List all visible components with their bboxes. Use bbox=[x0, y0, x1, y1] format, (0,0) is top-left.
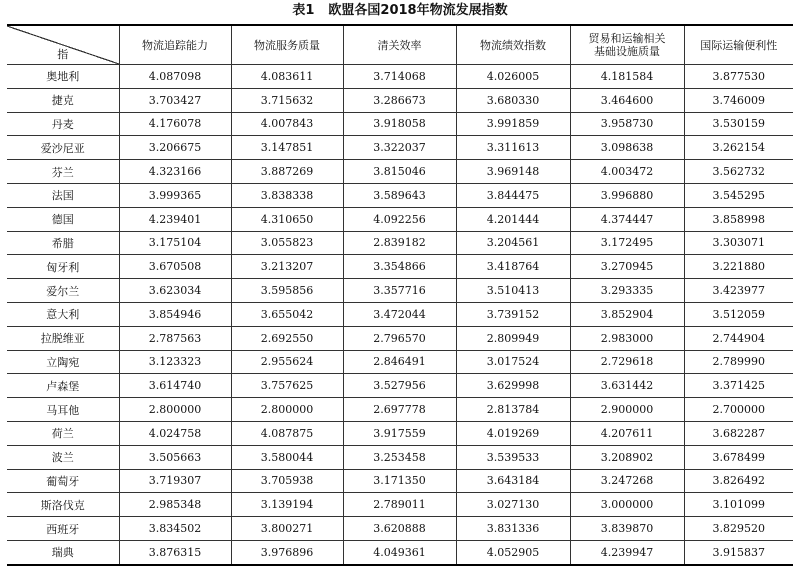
index-value-cell: 3.147851 bbox=[231, 136, 343, 160]
index-value-cell: 3.876315 bbox=[119, 540, 231, 564]
index-value-cell: 2.839182 bbox=[343, 231, 456, 255]
index-value-cell: 4.374447 bbox=[570, 207, 684, 231]
index-value-cell: 2.787563 bbox=[119, 326, 231, 350]
index-value-cell: 4.052905 bbox=[456, 540, 570, 564]
index-value-cell: 3.996880 bbox=[570, 183, 684, 207]
table-row bbox=[7, 207, 793, 231]
index-value-cell: 3.000000 bbox=[570, 493, 684, 517]
table-row bbox=[7, 160, 793, 184]
index-value-cell: 3.918058 bbox=[343, 112, 456, 136]
index-value-cell: 3.221880 bbox=[684, 255, 793, 279]
table-row bbox=[7, 374, 793, 398]
index-value-cell: 2.692550 bbox=[231, 326, 343, 350]
table-body bbox=[7, 65, 793, 565]
index-value-cell: 3.595856 bbox=[231, 279, 343, 303]
table-row bbox=[7, 255, 793, 279]
index-value-cell: 3.423977 bbox=[684, 279, 793, 303]
country-name: 马耳他 bbox=[7, 398, 119, 422]
index-value-cell: 2.800000 bbox=[231, 398, 343, 422]
index-value-cell: 4.323166 bbox=[119, 160, 231, 184]
index-value-cell: 2.697778 bbox=[343, 398, 456, 422]
country-name: 立陶宛 bbox=[7, 350, 119, 374]
country-name: 荷兰 bbox=[7, 421, 119, 445]
table-row bbox=[7, 421, 793, 445]
index-value-cell: 3.208902 bbox=[570, 445, 684, 469]
index-value-cell: 3.852904 bbox=[570, 302, 684, 326]
table-row bbox=[7, 112, 793, 136]
index-value-cell: 2.900000 bbox=[570, 398, 684, 422]
index-value-cell: 3.580044 bbox=[231, 445, 343, 469]
table-row bbox=[7, 302, 793, 326]
index-value-cell: 4.003472 bbox=[570, 160, 684, 184]
index-value-cell: 3.655042 bbox=[231, 302, 343, 326]
index-value-cell: 3.418764 bbox=[456, 255, 570, 279]
index-value-cell: 3.839870 bbox=[570, 517, 684, 541]
index-value-cell: 3.286673 bbox=[343, 88, 456, 112]
index-value-cell: 3.746009 bbox=[684, 88, 793, 112]
country-name: 德国 bbox=[7, 207, 119, 231]
index-value-cell: 2.744904 bbox=[684, 326, 793, 350]
table-row bbox=[7, 136, 793, 160]
country-name: 爱尔兰 bbox=[7, 279, 119, 303]
table-row bbox=[7, 350, 793, 374]
table-row bbox=[7, 231, 793, 255]
index-value-cell: 3.171350 bbox=[343, 469, 456, 493]
corner-header bbox=[7, 25, 119, 65]
index-value-cell: 3.739152 bbox=[456, 302, 570, 326]
country-name: 芬兰 bbox=[7, 160, 119, 184]
corner-label: 指 bbox=[57, 48, 69, 61]
index-value-cell: 2.955624 bbox=[231, 350, 343, 374]
index-value-cell: 3.098638 bbox=[570, 136, 684, 160]
table-title: 欧盟各国2018年物流发展指数 bbox=[328, 3, 508, 18]
index-value-cell: 4.181584 bbox=[570, 65, 684, 89]
logistics-index-table bbox=[7, 24, 793, 566]
column-header: 物流服务质量 bbox=[231, 25, 343, 65]
country-name: 希腊 bbox=[7, 231, 119, 255]
column-header: 清关效率 bbox=[343, 25, 456, 65]
table-caption bbox=[0, 3, 800, 19]
country-name: 卢森堡 bbox=[7, 374, 119, 398]
index-value-cell: 3.623034 bbox=[119, 279, 231, 303]
index-value-cell: 3.510413 bbox=[456, 279, 570, 303]
index-value-cell: 4.310650 bbox=[231, 207, 343, 231]
index-value-cell: 3.854946 bbox=[119, 302, 231, 326]
index-value-cell: 4.026005 bbox=[456, 65, 570, 89]
country-name: 西班牙 bbox=[7, 517, 119, 541]
index-value-cell: 3.562732 bbox=[684, 160, 793, 184]
index-value-cell: 4.201444 bbox=[456, 207, 570, 231]
table-row bbox=[7, 326, 793, 350]
country-name: 丹麦 bbox=[7, 112, 119, 136]
table-number: 表1 bbox=[292, 3, 315, 18]
index-value-cell: 3.293335 bbox=[570, 279, 684, 303]
country-name: 爱沙尼亚 bbox=[7, 136, 119, 160]
index-value-cell: 3.270945 bbox=[570, 255, 684, 279]
index-value-cell: 3.831336 bbox=[456, 517, 570, 541]
index-value-cell: 3.620888 bbox=[343, 517, 456, 541]
country-name: 匈牙利 bbox=[7, 255, 119, 279]
index-value-cell: 3.631442 bbox=[570, 374, 684, 398]
country-name: 捷克 bbox=[7, 88, 119, 112]
index-value-cell: 3.976896 bbox=[231, 540, 343, 564]
index-value-cell: 2.800000 bbox=[119, 398, 231, 422]
index-value-cell: 3.829520 bbox=[684, 517, 793, 541]
index-value-cell: 3.887269 bbox=[231, 160, 343, 184]
index-value-cell: 3.917559 bbox=[343, 421, 456, 445]
column-header: 国际运输便利性 bbox=[684, 25, 793, 65]
country-name: 奥地利 bbox=[7, 65, 119, 89]
index-value-cell: 2.813784 bbox=[456, 398, 570, 422]
index-value-cell: 4.239947 bbox=[570, 540, 684, 564]
index-value-cell: 3.175104 bbox=[119, 231, 231, 255]
index-value-cell: 3.757625 bbox=[231, 374, 343, 398]
index-value-cell: 3.464600 bbox=[570, 88, 684, 112]
table-row bbox=[7, 493, 793, 517]
index-value-cell: 4.087875 bbox=[231, 421, 343, 445]
index-value-cell: 2.729618 bbox=[570, 350, 684, 374]
index-value-cell: 2.796570 bbox=[343, 326, 456, 350]
country-name: 斯洛伐克 bbox=[7, 493, 119, 517]
table-row bbox=[7, 445, 793, 469]
index-value-cell: 3.719307 bbox=[119, 469, 231, 493]
column-header: 物流绩效指数 bbox=[456, 25, 570, 65]
index-value-cell: 3.527956 bbox=[343, 374, 456, 398]
table-row bbox=[7, 65, 793, 89]
index-value-cell: 4.019269 bbox=[456, 421, 570, 445]
index-value-cell: 3.678499 bbox=[684, 445, 793, 469]
index-value-cell: 4.024758 bbox=[119, 421, 231, 445]
country-name: 瑞典 bbox=[7, 540, 119, 564]
index-value-cell: 3.357716 bbox=[343, 279, 456, 303]
column-header: 贸易和运输相关 基础设施质量 bbox=[570, 25, 684, 65]
index-value-cell: 2.809949 bbox=[456, 326, 570, 350]
index-value-cell: 3.800271 bbox=[231, 517, 343, 541]
index-value-cell: 3.204561 bbox=[456, 231, 570, 255]
table-row bbox=[7, 540, 793, 564]
index-value-cell: 3.969148 bbox=[456, 160, 570, 184]
country-name: 法国 bbox=[7, 183, 119, 207]
index-value-cell: 3.834502 bbox=[119, 517, 231, 541]
index-value-cell: 3.206675 bbox=[119, 136, 231, 160]
index-value-cell: 3.999365 bbox=[119, 183, 231, 207]
table-row bbox=[7, 183, 793, 207]
index-value-cell: 4.049361 bbox=[343, 540, 456, 564]
index-value-cell: 3.055823 bbox=[231, 231, 343, 255]
index-value-cell: 3.826492 bbox=[684, 469, 793, 493]
index-value-cell: 4.176078 bbox=[119, 112, 231, 136]
table-row bbox=[7, 398, 793, 422]
index-value-cell: 3.643184 bbox=[456, 469, 570, 493]
index-value-cell: 3.838338 bbox=[231, 183, 343, 207]
index-value-cell: 3.958730 bbox=[570, 112, 684, 136]
index-value-cell: 3.545295 bbox=[684, 183, 793, 207]
index-value-cell: 3.311613 bbox=[456, 136, 570, 160]
index-value-cell: 3.139194 bbox=[231, 493, 343, 517]
index-value-cell: 4.007843 bbox=[231, 112, 343, 136]
index-value-cell: 2.700000 bbox=[684, 398, 793, 422]
country-name: 拉脱维亚 bbox=[7, 326, 119, 350]
country-name: 意大利 bbox=[7, 302, 119, 326]
index-value-cell: 2.789011 bbox=[343, 493, 456, 517]
table-row bbox=[7, 279, 793, 303]
index-value-cell: 3.844475 bbox=[456, 183, 570, 207]
index-value-cell: 4.083611 bbox=[231, 65, 343, 89]
index-value-cell: 3.714068 bbox=[343, 65, 456, 89]
index-value-cell: 3.680330 bbox=[456, 88, 570, 112]
index-value-cell: 3.629998 bbox=[456, 374, 570, 398]
index-value-cell: 3.472044 bbox=[343, 302, 456, 326]
index-value-cell: 3.371425 bbox=[684, 374, 793, 398]
index-value-cell: 3.247268 bbox=[570, 469, 684, 493]
index-value-cell: 3.322037 bbox=[343, 136, 456, 160]
table-row bbox=[7, 517, 793, 541]
index-value-cell: 2.789990 bbox=[684, 350, 793, 374]
index-value-cell: 3.715632 bbox=[231, 88, 343, 112]
index-value-cell: 3.101099 bbox=[684, 493, 793, 517]
index-value-cell: 3.354866 bbox=[343, 255, 456, 279]
index-value-cell: 3.017524 bbox=[456, 350, 570, 374]
index-value-cell: 3.991859 bbox=[456, 112, 570, 136]
index-value-cell: 3.303071 bbox=[684, 231, 793, 255]
index-value-cell: 3.123323 bbox=[119, 350, 231, 374]
index-value-cell: 3.262154 bbox=[684, 136, 793, 160]
index-value-cell: 3.614740 bbox=[119, 374, 231, 398]
country-name: 波兰 bbox=[7, 445, 119, 469]
index-value-cell: 4.207611 bbox=[570, 421, 684, 445]
index-value-cell: 3.512059 bbox=[684, 302, 793, 326]
index-value-cell: 3.530159 bbox=[684, 112, 793, 136]
index-value-cell: 3.589643 bbox=[343, 183, 456, 207]
header-row bbox=[7, 25, 793, 65]
index-value-cell: 3.213207 bbox=[231, 255, 343, 279]
index-value-cell: 3.877530 bbox=[684, 65, 793, 89]
index-value-cell: 4.087098 bbox=[119, 65, 231, 89]
index-value-cell: 3.682287 bbox=[684, 421, 793, 445]
index-value-cell: 3.858998 bbox=[684, 207, 793, 231]
index-value-cell: 3.815046 bbox=[343, 160, 456, 184]
index-value-cell: 3.915837 bbox=[684, 540, 793, 564]
table-row bbox=[7, 469, 793, 493]
index-value-cell: 3.670508 bbox=[119, 255, 231, 279]
table-row bbox=[7, 88, 793, 112]
index-value-cell: 3.703427 bbox=[119, 88, 231, 112]
index-value-cell: 3.705938 bbox=[231, 469, 343, 493]
index-value-cell: 2.846491 bbox=[343, 350, 456, 374]
index-value-cell: 3.027130 bbox=[456, 493, 570, 517]
index-value-cell: 4.092256 bbox=[343, 207, 456, 231]
index-value-cell: 2.985348 bbox=[119, 493, 231, 517]
country-name: 葡萄牙 bbox=[7, 469, 119, 493]
index-value-cell: 3.539533 bbox=[456, 445, 570, 469]
index-value-cell: 2.983000 bbox=[570, 326, 684, 350]
column-header: 物流追踪能力 bbox=[119, 25, 231, 65]
index-value-cell: 3.505663 bbox=[119, 445, 231, 469]
index-value-cell: 3.253458 bbox=[343, 445, 456, 469]
index-value-cell: 4.239401 bbox=[119, 207, 231, 231]
index-value-cell: 3.172495 bbox=[570, 231, 684, 255]
